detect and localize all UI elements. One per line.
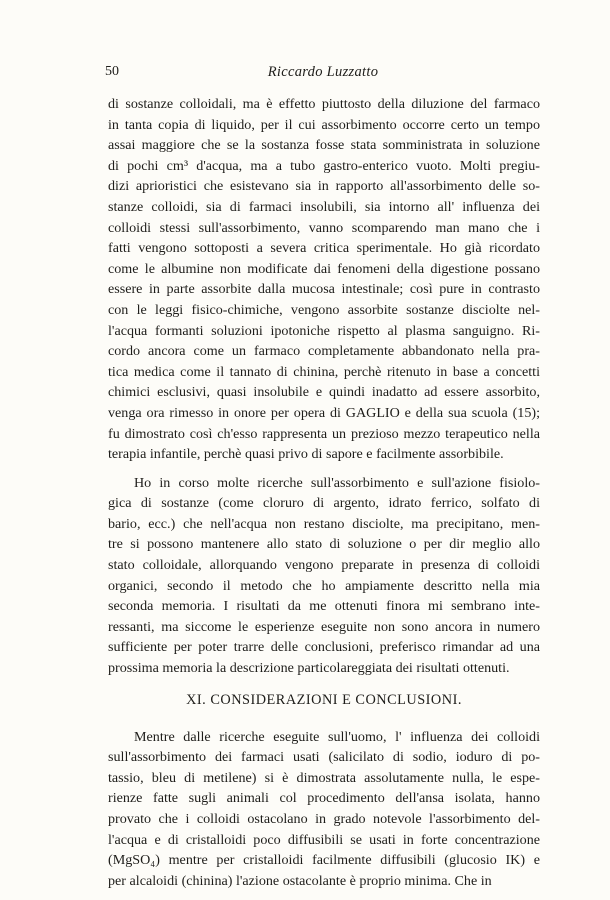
text-line: bario, ecc.) che nell'acqua non restano disciolte, ma precipitano, men-	[108, 515, 540, 532]
text-line: l'acqua e di cristalloidi poco diffusibili se usati in forte concentrazione	[108, 831, 540, 848]
text-line: venga ora rimesso in onore per opera di GAGLIO e della sua scuola (15);	[108, 404, 540, 421]
text-line: Ho in corso molte ricerche sull'assorbimento e sull'azione fisiolo-	[134, 474, 540, 491]
text-line: provato che i colloidi ostacolano in grado notevole l'assorbimento del-	[108, 811, 540, 827]
text-line: fu dimostrato così ch'esso rappresenta un prezioso mezzo terapeutico nella	[108, 425, 540, 442]
text-line: stanze colloidi, sia di farmaci insolubili, sia intorno all' influenza dei	[108, 198, 540, 215]
text-line: ressanti, ma siccome le esperienze eseguite non sono ancora in numero	[108, 618, 540, 635]
page-header	[105, 64, 541, 86]
text-line: di sostanze colloidali, ma è effetto piuttosto della diluzione del farmaco	[108, 96, 540, 112]
text-line: colloidi stessi sull'assorbimento, vanno scomparendo man mano che i	[108, 219, 540, 236]
text-line: terapia infantile, perchè quasi privo di sapore e facilmente assorbibile.	[108, 446, 504, 463]
text-line: (MgSO₄) mentre per cristalloidi facilmente diffusibili (glucosio IK) e	[108, 852, 540, 869]
text-line: tica medica come il tannato di chinina, perchè ritenuto in base a concetti	[108, 363, 540, 380]
text-line: sull'assorbimento dei farmaci usati (salicilato di sodio, ioduro di po-	[108, 749, 540, 766]
paragraph	[108, 727, 540, 892]
text-line: cordo ancora come un farmaco completamente abbandonato nella pra-	[108, 343, 540, 360]
running-head: Riccardo Luzzatto	[267, 64, 379, 80]
text-line: come le albumine non modificate dai fenomeni della digestione possano	[108, 260, 540, 277]
paragraph	[108, 94, 540, 465]
text-line: fatti vengono sottoposti a severa critica sperimentale. Ho già ricordato	[108, 240, 540, 257]
text-line: seconda memoria. I risultati da me ottenuti finora mi sembrano inte-	[108, 598, 540, 615]
text-line: in tanta copia di liquido, per il cui assorbimento occorre certo un tempo	[108, 116, 540, 133]
text-line: per alcaloidi (chinina) l'azione ostacolante è proprio minima. Che in	[108, 872, 492, 889]
text-line: organici, secondo il metodo che ho ampiamente descritto nella mia	[108, 577, 540, 594]
body-text	[108, 94, 540, 891]
text-line: con le leggi fisico-chimiche, vengono assorbite sostanze disciolte nel-	[108, 301, 540, 318]
text-line: chimici esclusivi, quasi insolubile e quindi inadatto ad essere assorbito,	[108, 384, 540, 401]
text-line: essere in parte assorbite dalla mucosa intestinale; così pure in contrasto	[108, 281, 540, 298]
text-line: Mentre dalle ricerche eseguite sull'uomo, l' influenza dei colloidi	[134, 728, 540, 745]
text-line: prossima memoria la descrizione particolareggiata dei risultati ottenuti.	[108, 660, 510, 677]
text-line: dizi aprioristici che esistevano sia in rapporto all'assorbimento delle so-	[108, 178, 540, 195]
paragraph	[108, 473, 540, 679]
page-number: 50	[105, 64, 119, 79]
text-line: assai maggiore che se la sostanza fosse stata somministrata in soluzione	[108, 137, 540, 154]
text-line: l'acqua formanti soluzioni ipotoniche rispetto al plasma sanguigno. Ri-	[108, 322, 540, 339]
text-line: tre si possono mantenere allo stato di soluzione o per dir meglio allo	[108, 536, 540, 553]
text-line: rienze fatte sugli animali col procedimento dell'ansa isolata, hanno	[108, 790, 540, 807]
text-line: di pochi cm³ d'acqua, ma a tubo gastro-enterico vuoto. Molti pregiu-	[108, 157, 540, 174]
text-line: sufficiente per poter trarre delle conclusioni, preferisco rimandar ad una	[108, 639, 540, 656]
text-line: gica di sostanze (come cloruro di argento, idrato ferrico, solfato di	[108, 495, 540, 512]
text-line: tassio, bleu di metilene) si è dimostrata assolutamente nulla, le espe-	[108, 769, 540, 786]
section-heading: XI. CONSIDERAZIONI E CONCLUSIONI.	[186, 691, 462, 708]
text-line: stato colloidale, allorquando vengono preparate in presenza di colloidi	[108, 557, 540, 574]
